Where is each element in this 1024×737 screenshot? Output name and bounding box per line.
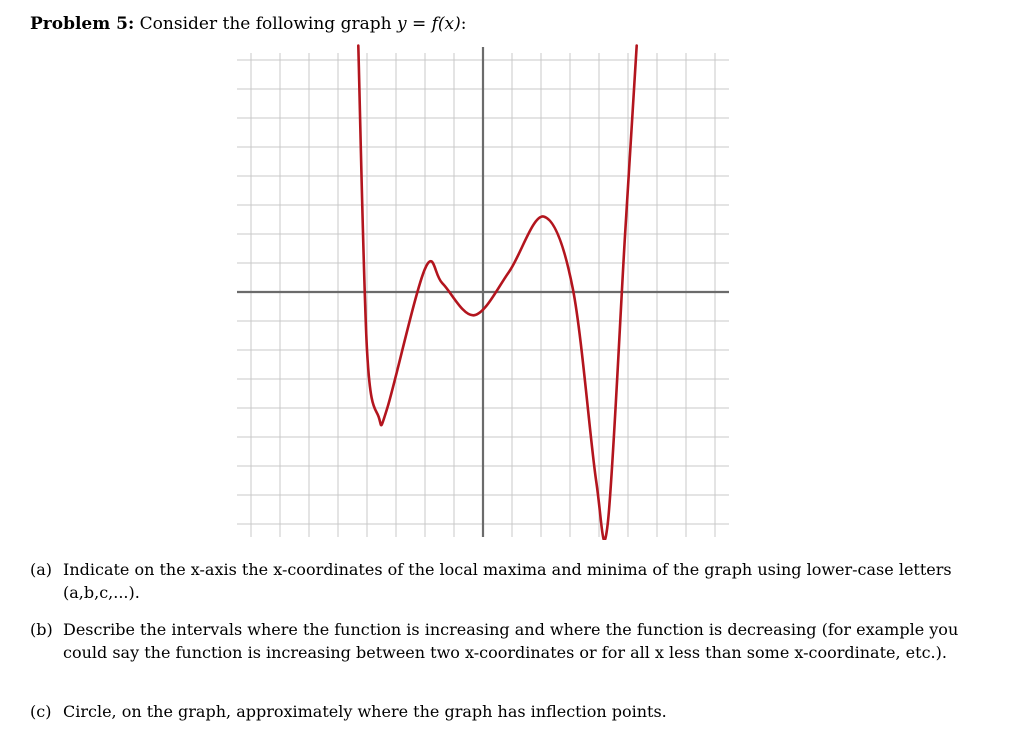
function-notation: y = f(x) <box>396 14 461 34</box>
question-a <box>30 558 970 604</box>
problem-label: Problem 5: <box>30 14 135 34</box>
header-suffix: : <box>460 14 467 34</box>
coordinate-axes <box>237 47 729 537</box>
question-a-label: (a) <box>30 560 53 579</box>
problem-intro-text: Consider the following graph <box>139 14 397 34</box>
question-b-text: Describe the intervals where the function is increasing and where the function is decreasing (for example you could say the function is increasing between two x-coordinates or for all x less than some x-coordinate, etc.). <box>63 620 959 662</box>
question-c <box>30 700 970 723</box>
question-b-label: (b) <box>30 620 53 639</box>
question-c-text: Circle, on the graph, approximately where the graph has inflection points. <box>63 702 667 721</box>
question-a-text: Indicate on the x-axis the x-coordinates of the local maxima and minima of the graph using lower-case letters (a,b,c,...). <box>63 560 952 602</box>
question-c-label: (c) <box>30 702 52 721</box>
question-b <box>30 618 970 664</box>
